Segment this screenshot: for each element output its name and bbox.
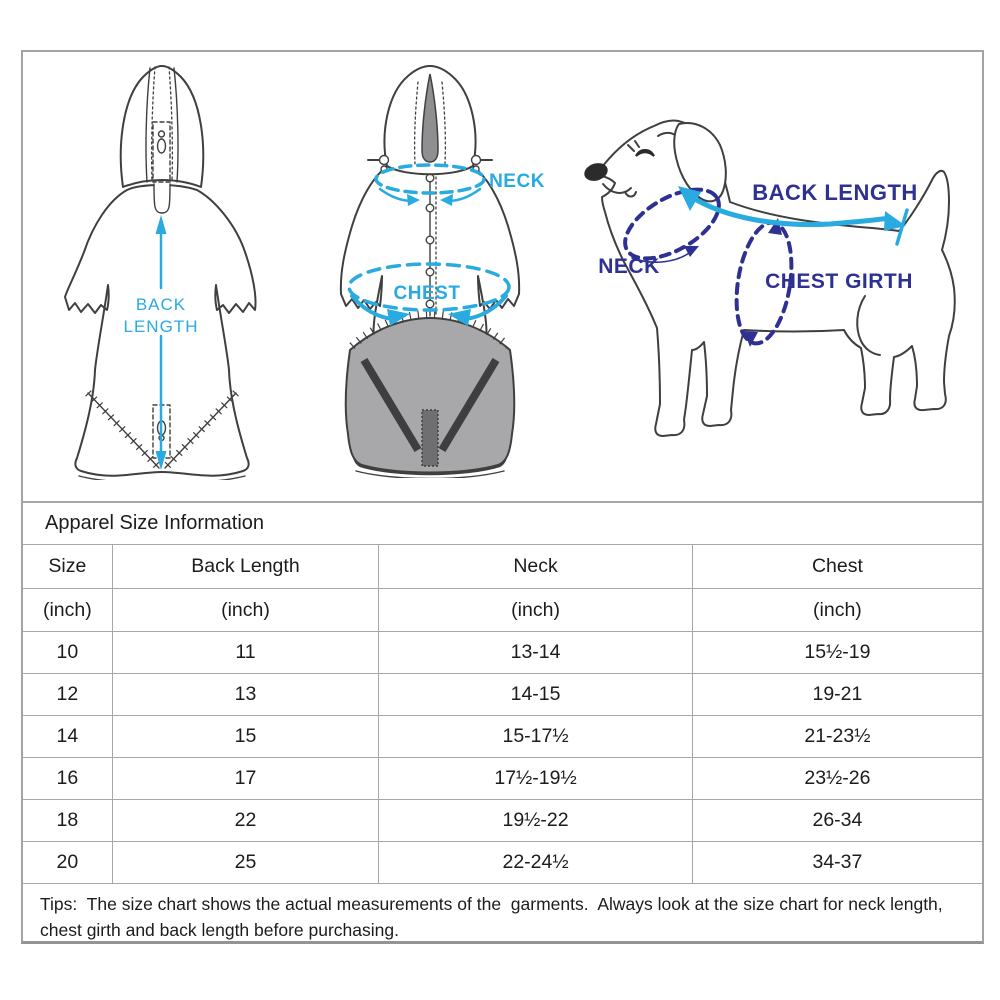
unit-cell: (inch) bbox=[112, 589, 379, 632]
dog-measurement-diagram bbox=[572, 60, 982, 460]
tips-row bbox=[23, 884, 982, 954]
table-cell: 14 bbox=[23, 716, 112, 758]
table-cell: 13-14 bbox=[379, 632, 693, 674]
column-header-chest: Chest bbox=[692, 545, 982, 589]
table-header-row bbox=[23, 545, 982, 589]
column-header-neck: Neck bbox=[379, 545, 693, 589]
table-row bbox=[23, 842, 982, 884]
column-header-size: Size bbox=[23, 545, 112, 589]
back-length-label-line2: LENGTH bbox=[123, 317, 199, 336]
front-chest-label: CHEST bbox=[393, 283, 461, 304]
table-cell: 23½-26 bbox=[692, 758, 982, 800]
table-cell: 14-15 bbox=[379, 674, 693, 716]
coat-front-view-diagram bbox=[330, 58, 550, 478]
table-cell: 25 bbox=[112, 842, 379, 884]
front-neck-label: NECK bbox=[489, 171, 545, 192]
table-cell: 16 bbox=[23, 758, 112, 800]
unit-cell: (inch) bbox=[23, 589, 112, 632]
coat-front-hood bbox=[368, 66, 492, 174]
column-header-back-length: Back Length bbox=[112, 545, 379, 589]
size-table bbox=[23, 503, 982, 954]
table-cell: 19½-22 bbox=[379, 800, 693, 842]
table-unit-row bbox=[23, 589, 982, 632]
table-cell: 22 bbox=[112, 800, 379, 842]
table-row bbox=[23, 800, 982, 842]
table-cell: 26-34 bbox=[692, 800, 982, 842]
back-length-label-line1: BACK bbox=[135, 295, 187, 314]
table-cell: 11 bbox=[112, 632, 379, 674]
table-cell: 18 bbox=[23, 800, 112, 842]
table-cell: 22-24½ bbox=[379, 842, 693, 884]
table-cell: 15-17½ bbox=[379, 716, 693, 758]
dog-chest-girth-label: CHEST GIRTH bbox=[765, 270, 913, 293]
dog-neck-label: NECK bbox=[598, 255, 660, 278]
table-cell: 20 bbox=[23, 842, 112, 884]
table-cell: 12 bbox=[23, 674, 112, 716]
unit-cell: (inch) bbox=[379, 589, 693, 632]
table-cell: 15½-19 bbox=[692, 632, 982, 674]
table-row bbox=[23, 674, 982, 716]
coat-back-view-diagram bbox=[57, 60, 262, 480]
table-cell: 10 bbox=[23, 632, 112, 674]
table-cell: 17½-19½ bbox=[379, 758, 693, 800]
table-row bbox=[23, 632, 982, 674]
dog-back-length-label: BACK LENGTH bbox=[752, 180, 918, 205]
table-row bbox=[23, 716, 982, 758]
unit-cell: (inch) bbox=[692, 589, 982, 632]
table-title-row bbox=[23, 503, 982, 545]
table-row bbox=[23, 758, 982, 800]
table-cell: 15 bbox=[112, 716, 379, 758]
table-cell: 34-37 bbox=[692, 842, 982, 884]
tips-text: Tips: The size chart shows the actual measurements of the garments. Always look at the size chart for neck length, chest girth and back length before purchasing. bbox=[23, 884, 982, 954]
table-cell: 13 bbox=[112, 674, 379, 716]
table-cell: 17 bbox=[112, 758, 379, 800]
size-chart-panel bbox=[21, 50, 984, 944]
table-cell: 21-23½ bbox=[692, 716, 982, 758]
table-cell: 19-21 bbox=[692, 674, 982, 716]
measurement-diagrams bbox=[23, 52, 982, 503]
table-title: Apparel Size Information bbox=[23, 503, 982, 545]
